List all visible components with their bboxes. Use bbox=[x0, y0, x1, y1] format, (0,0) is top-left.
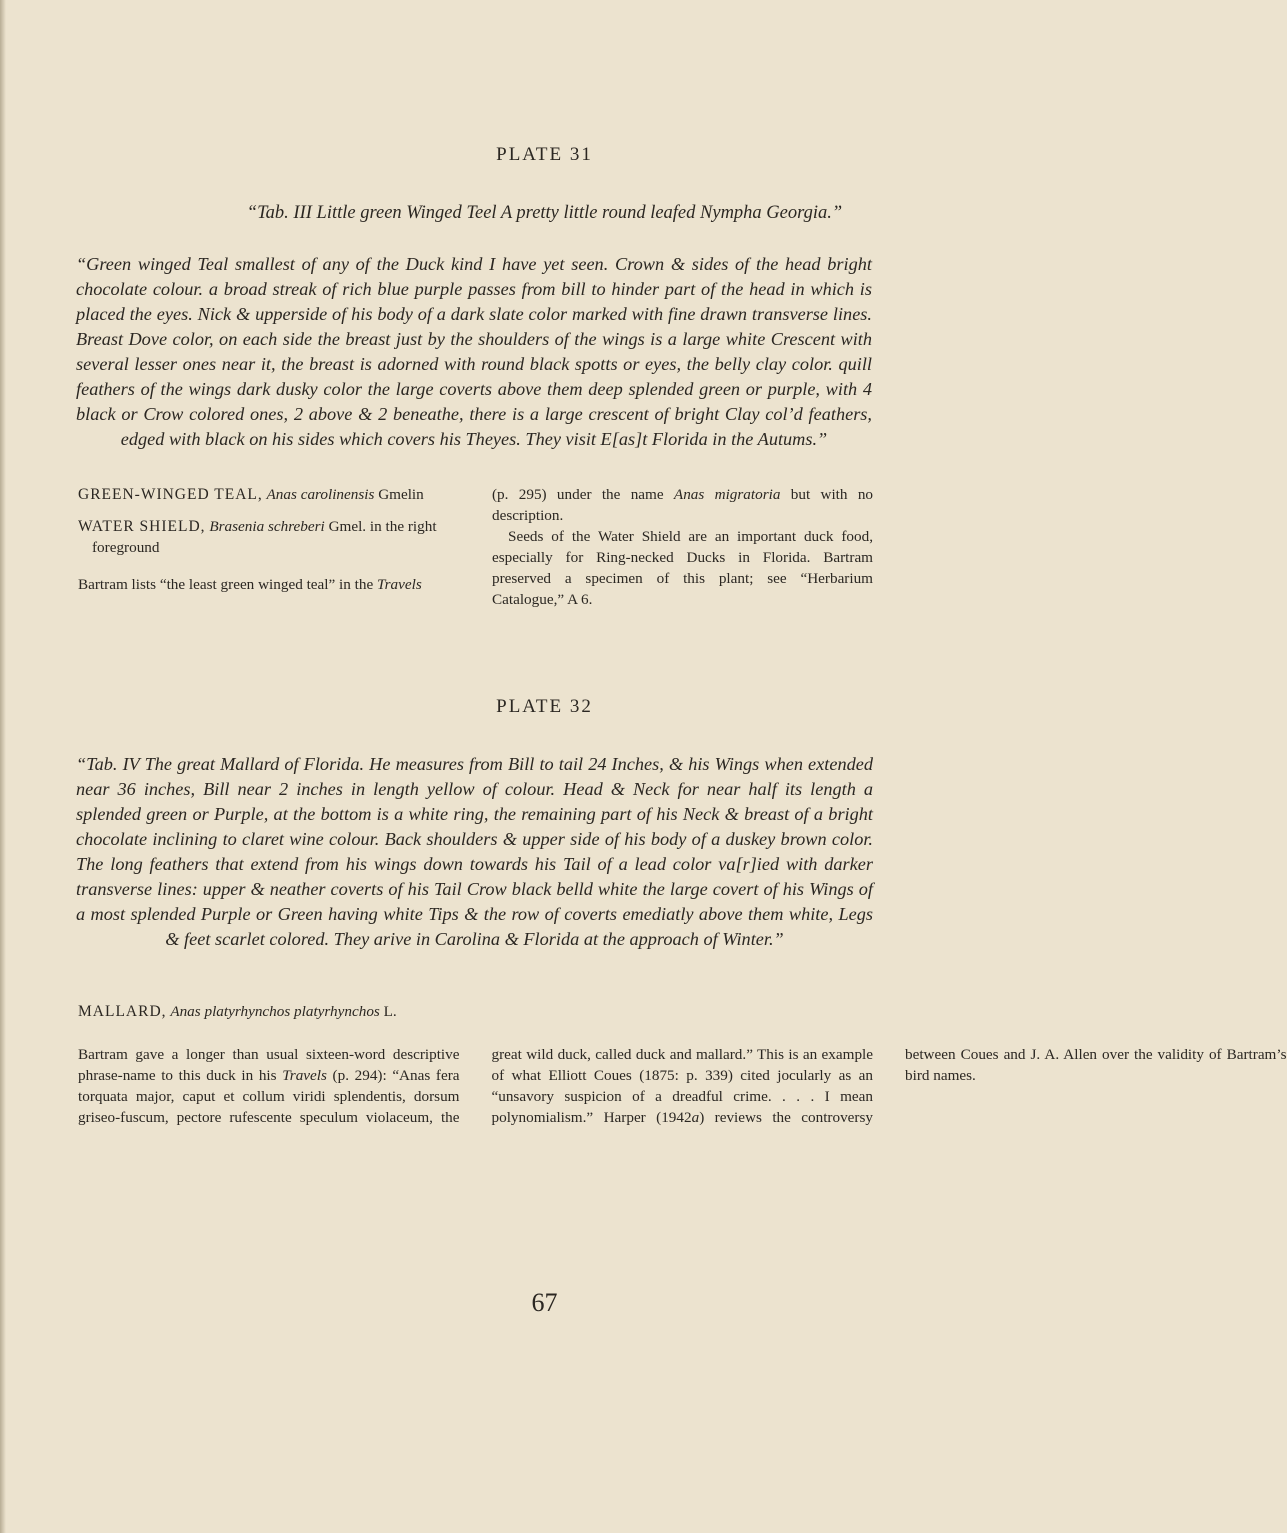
latin-name: Anas platyrhynchos platyrhynchos bbox=[170, 1003, 380, 1020]
plate-32-left-column bbox=[78, 1001, 460, 1043]
body-text: (p. 295) under the name bbox=[492, 486, 674, 503]
author: Gmel. in the right foreground bbox=[92, 518, 437, 556]
plate-32-title: PLATE 32 bbox=[496, 696, 593, 717]
author: Gmelin bbox=[374, 486, 424, 503]
latin-name: Anas carolinensis bbox=[266, 486, 375, 503]
species-name: WATER SHIELD, bbox=[78, 518, 206, 535]
author: L. bbox=[379, 1003, 397, 1020]
body-italic: Anas migratoria bbox=[673, 486, 781, 503]
plate-31-body-left bbox=[78, 574, 460, 595]
plate-31-right-column bbox=[492, 484, 873, 610]
plate-31-left-column bbox=[78, 484, 460, 595]
latin-name: Brasenia schreberi bbox=[209, 518, 325, 535]
species-name: MALLARD, bbox=[78, 1003, 167, 1020]
body-text: but with no description. bbox=[492, 486, 874, 524]
plate-32-entry-mallard bbox=[78, 1001, 460, 1022]
plate-32-quote bbox=[76, 752, 873, 952]
body-text: ) reviews the controversy between Coues and J. A. Allen over the validity of Bartram’s bird names. bbox=[699, 1046, 1287, 1126]
plate-31-body-right-p2: Seeds of the Water Shield are an important duck food, especially for Ring-necked Ducks in Florida. Bartram preserved a specimen of this plant; see “Herbarium Catalogue,” A 6. bbox=[492, 528, 873, 608]
plate-31-entry-teal bbox=[78, 484, 460, 505]
plate-31-caption: “Tab. III Little green Winged Teel A pretty little round leafed Nympha Georgia.” bbox=[246, 203, 843, 223]
body-text: Bartram lists “the least green winged teal” in the bbox=[78, 576, 378, 593]
plate-32-body bbox=[78, 1044, 1287, 1134]
plate-31-quote-text: “Green winged Teal smallest of any of the Duck kind I have yet seen. Crown & sides of the head bright chocolate colour. a broad streak of rich blue purple passes from bill to hinder part of the head in which is placed the eyes. Nick & upperside of his body of a dark slate color marked with fine drawn transverse lines. Breast Dove color, on each side the breast just by the shoulders of the wings is a large white Crescent with several lesser ones near it, the breast is adorned with round black spotts or eyes, the belly clay color. quill feathers of the wings dark dusky color the large coverts above them deep splended green or purple, with 4 black or Crow colored ones, 2 above & 2 beneathe, there is a large crescent of bright Clay col’d feathers, edged with black on his sides which covers his Theyes. They visit E[as]t Florida in the Autums.” bbox=[76, 254, 872, 449]
plate-31-body-right bbox=[492, 484, 873, 526]
plate-32-body-text bbox=[78, 1044, 1287, 1134]
body-italic: Travels bbox=[377, 576, 422, 593]
plate-31-title: PLATE 31 bbox=[496, 144, 593, 165]
body-italic: a bbox=[691, 1109, 700, 1126]
page-number: 67 bbox=[531, 1288, 558, 1317]
body-text: Bartram gave a longer than usual sixteen-word descriptive phrase-name to this duck in his bbox=[78, 1046, 460, 1084]
plate-32-quote-text: “Tab. IV The great Mallard of Florida. He measures from Bill to tail 24 Inches, & his Wings when extended near 36 inches, Bill near 2 inches in length yellow of colour. Head & Neck for near half its length a splended green or Purple, at the bottom is a white ring, the remaining part of his Neck & breast of a bright chocolate inclining to claret wine colour. Back shoulders & upper side of his body of a duskey brown color. The long feathers that extend from his wings down towards his Tail of a lead color va[r]ied with darker transverse lines: upper & neather coverts of his Tail Crow black belld white the large covert of his Wings of a most splended Purple or Green having white Tips & the row of coverts emediatly above them white, Legs & feet scarlet colored. They arive in Carolina & Florida at the approach of Winter.” bbox=[76, 754, 873, 949]
plate-31-quote bbox=[76, 252, 872, 452]
plate-31-entry-water-shield bbox=[78, 516, 460, 558]
body-italic: Travels bbox=[282, 1067, 327, 1084]
body-text: (p. 294): “Anas fera torquata major, caput et collum viridi splendentis, dorsum griseo-fuscum, pectore rufescente speculum violaceum, the great wild duck, called duck and mallard.” This is an example of what Elliott Coues (1875: p. 339) cited jocularly as an “unsavory suspicion of a dreadful crime. . . . I mean polynomialism.” Harper (1942 bbox=[78, 1046, 873, 1126]
species-name: GREEN-WINGED TEAL, bbox=[78, 486, 263, 503]
